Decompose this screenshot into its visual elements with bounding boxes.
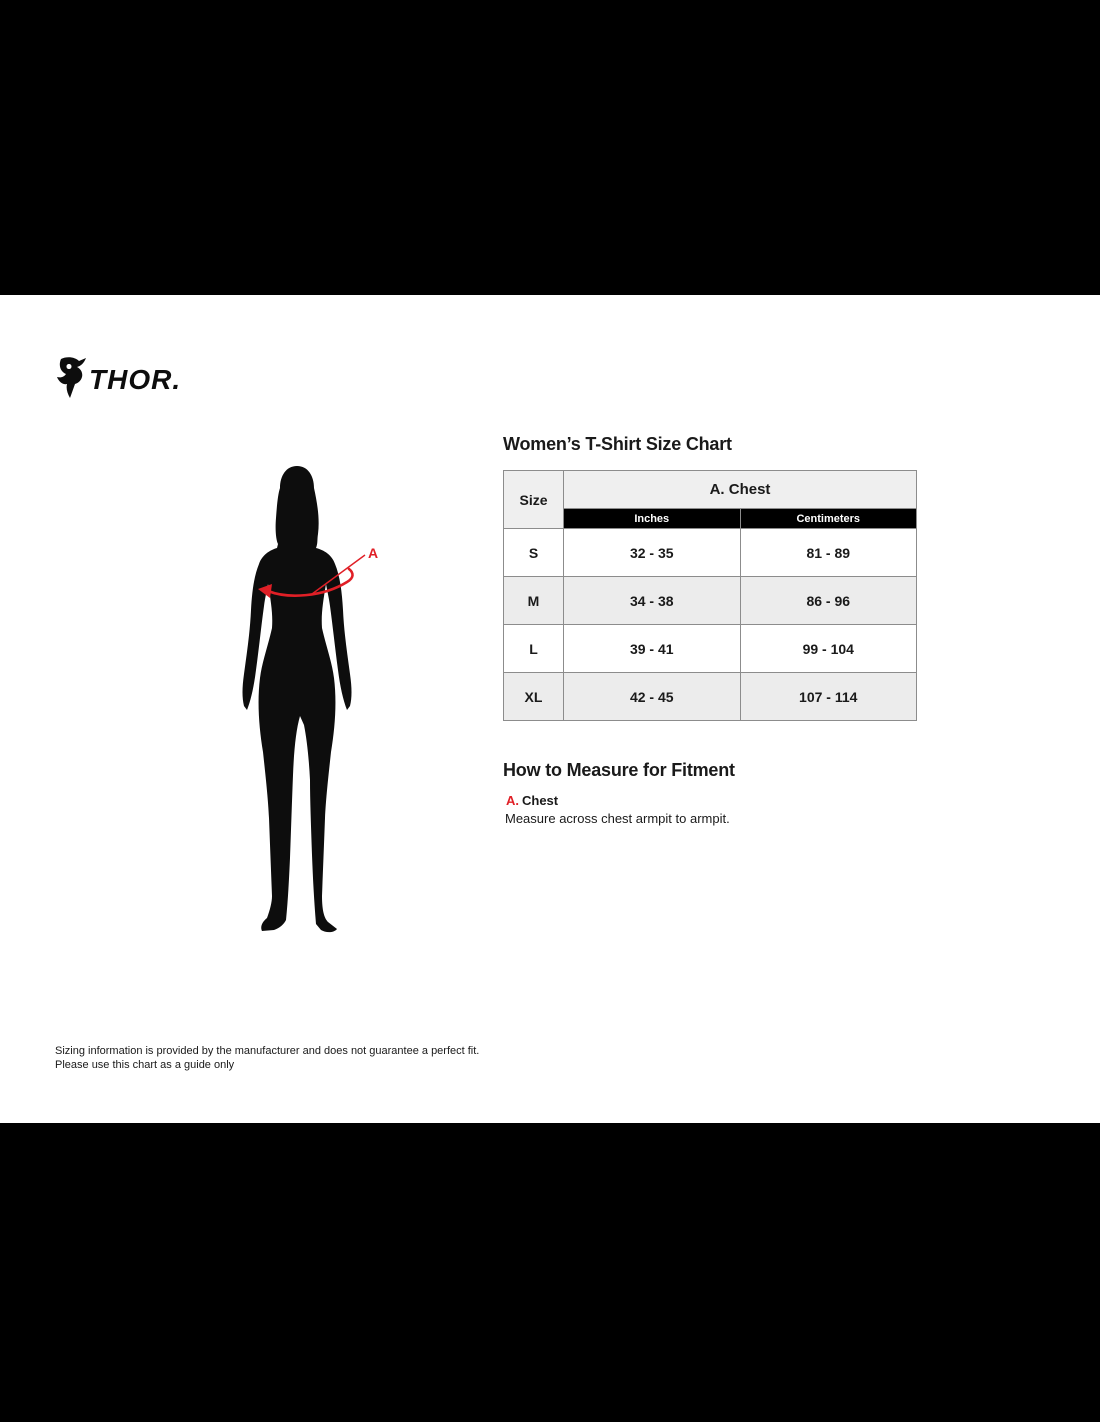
- table-header-row: [504, 471, 917, 509]
- centimeters-value: 81 - 89: [740, 529, 917, 577]
- centimeters-value: 99 - 104: [740, 625, 917, 673]
- thor-logo-text: THOR.: [89, 364, 182, 395]
- size-value: XL: [504, 673, 564, 721]
- table-row: [504, 625, 917, 673]
- measure-item-chest: [506, 793, 558, 808]
- table-row: [504, 673, 917, 721]
- measure-letter: A.: [506, 793, 519, 808]
- disclaimer-text: [55, 1044, 479, 1072]
- measure-name: Chest: [522, 793, 559, 808]
- size-chart-table: [503, 470, 917, 721]
- thor-helmet-icon: [57, 357, 86, 398]
- bottom-black-bar: [0, 1123, 1100, 1422]
- inches-value: 34 - 38: [564, 577, 741, 625]
- table-row: [504, 529, 917, 577]
- inches-column-header: Inches: [564, 509, 741, 529]
- size-value: L: [504, 625, 564, 673]
- table-subheader-row: [504, 509, 917, 529]
- disclaimer-line-1: Sizing information is provided by the manufacturer and does not guarantee a perfect fit.: [55, 1045, 480, 1057]
- top-black-bar: [0, 0, 1100, 295]
- measure-description: Measure across chest armpit to armpit.: [505, 811, 730, 826]
- size-chart-title: Women’s T-Shirt Size Chart: [503, 434, 732, 454]
- female-silhouette: [243, 466, 352, 932]
- size-column-header: Size: [504, 471, 564, 529]
- centimeters-value: 86 - 96: [740, 577, 917, 625]
- inches-value: 39 - 41: [564, 625, 741, 673]
- centimeters-value: 107 - 114: [740, 673, 917, 721]
- disclaimer-line-2: Please use this chart as a guide only: [55, 1059, 235, 1071]
- thor-logo: [55, 356, 195, 400]
- centimeters-column-header: Centimeters: [740, 509, 917, 529]
- inches-value: 32 - 35: [564, 529, 741, 577]
- measurement-label-a: A: [368, 545, 379, 561]
- table-row: [504, 577, 917, 625]
- chest-group-header: A. Chest: [564, 471, 917, 509]
- female-silhouette-figure: [222, 450, 397, 962]
- size-value: S: [504, 529, 564, 577]
- how-to-measure-title: How to Measure for Fitment: [503, 760, 735, 780]
- inches-value: 42 - 45: [564, 673, 741, 721]
- size-value: M: [504, 577, 564, 625]
